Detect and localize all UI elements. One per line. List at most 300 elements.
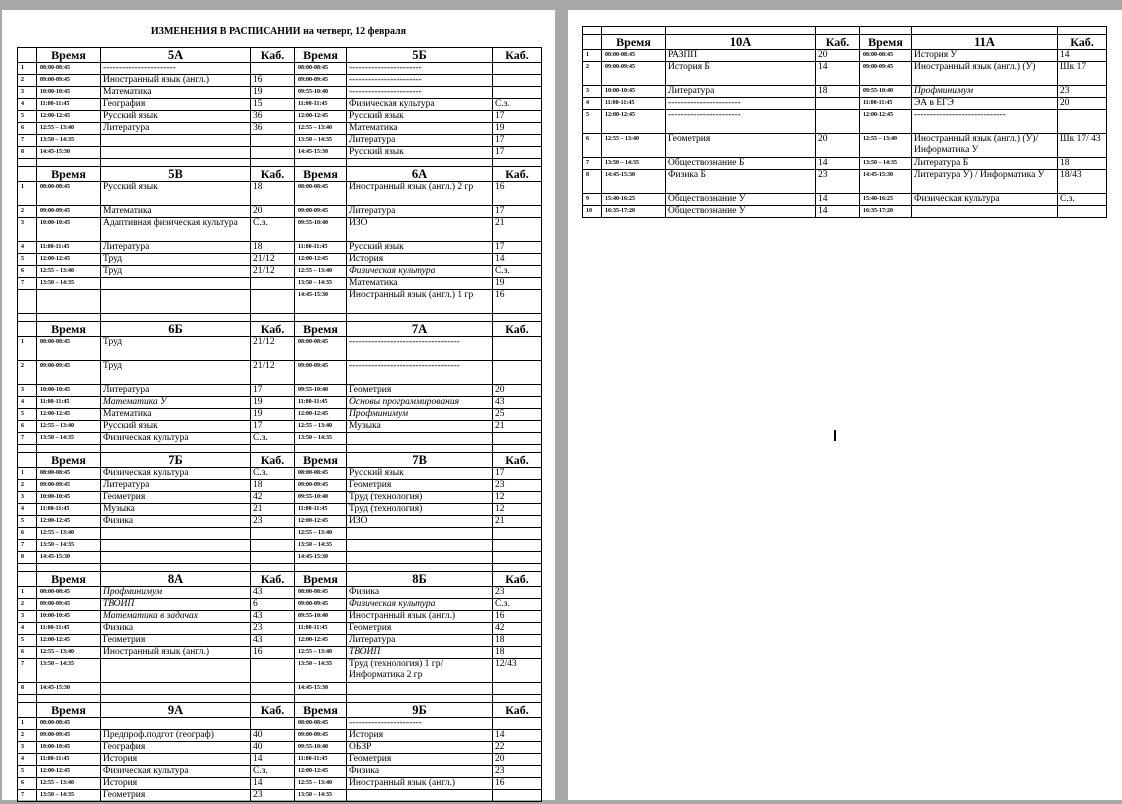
subject: Русский язык — [347, 111, 493, 123]
lesson-time: 12:00-12:45 — [295, 409, 347, 421]
time-header: Время — [295, 322, 347, 337]
lesson-time: 13:50 – 14:35 — [860, 158, 912, 170]
room-header: Каб. — [251, 453, 295, 468]
room-number: 23 — [493, 766, 542, 778]
subject — [101, 135, 251, 147]
lesson-time: 12:00-12:45 — [37, 766, 101, 778]
subject: Физика — [101, 516, 251, 528]
lesson-number: 6 — [583, 134, 602, 158]
room-number: 17 — [493, 468, 542, 480]
room-number — [251, 278, 295, 290]
lesson-number: 8 — [583, 170, 602, 194]
room-number: 18 — [816, 86, 860, 98]
room-header: Каб. — [493, 572, 542, 587]
lesson-number: 5 — [18, 766, 37, 778]
room-header: Каб. — [493, 703, 542, 718]
class-name-9А: 9А — [101, 703, 251, 718]
time-header: Время — [37, 703, 101, 718]
room-number: 19 — [251, 397, 295, 409]
lesson-time: 09:00-09:45 — [37, 75, 101, 87]
lesson-time: 14:45-15:30 — [295, 552, 347, 564]
room-number — [251, 683, 295, 695]
lesson-number: 4 — [18, 754, 37, 766]
room-number: 18 — [251, 182, 295, 206]
room-number: 43 — [251, 635, 295, 647]
lesson-row — [18, 147, 542, 159]
empty-cell — [251, 159, 295, 167]
lesson-time: 08:00-08:45 — [37, 468, 101, 480]
room-number: 14 — [816, 158, 860, 170]
room-number: 20 — [816, 50, 860, 62]
lesson-time: 14:45-15:30 — [37, 683, 101, 695]
lesson-number: 1 — [18, 468, 37, 480]
subject: ----------------------------------- — [347, 337, 493, 361]
lesson-row — [18, 790, 542, 802]
subject: Адаптивная физическая культура — [101, 218, 251, 242]
lesson-number: 1 — [18, 63, 37, 75]
lesson-time: 13:50 – 14:35 — [295, 433, 347, 445]
subject: Иностранный язык (англ.) (У) — [912, 62, 1058, 86]
lesson-time: 09:55-10:40 — [295, 492, 347, 504]
lesson-time: 09:00-09:45 — [37, 480, 101, 492]
subject — [347, 552, 493, 564]
lesson-number: 1 — [18, 337, 37, 361]
lesson-row — [18, 587, 542, 599]
room-number: 6 — [251, 599, 295, 611]
empty-cell — [295, 695, 347, 703]
lesson-row — [583, 86, 1107, 98]
lesson-time: 09:55-10:40 — [295, 218, 347, 242]
lesson-time: 12:55 – 13:40 — [295, 528, 347, 540]
time-header: Время — [37, 572, 101, 587]
subject: Русский язык — [101, 111, 251, 123]
lesson-number: 3 — [18, 742, 37, 754]
subject: ТВОИП — [101, 599, 251, 611]
subject: ----------------------- — [666, 110, 816, 134]
lesson-row — [18, 492, 542, 504]
time-header: Время — [37, 322, 101, 337]
lesson-time: 12:55 – 13:40 — [295, 421, 347, 433]
lesson-time: 11:00-11:45 — [37, 397, 101, 409]
lesson-row — [18, 718, 542, 730]
lesson-time: 12:55 – 13:40 — [37, 421, 101, 433]
spacer-row — [18, 314, 542, 322]
lesson-time: 11:00-11:45 — [295, 397, 347, 409]
lesson-number: 8 — [18, 147, 37, 159]
lesson-number: 6 — [18, 421, 37, 433]
lesson-time: 11:00-11:45 — [37, 99, 101, 111]
class-header-row — [18, 48, 542, 63]
room-header: Каб. — [251, 48, 295, 63]
room-number — [251, 540, 295, 552]
subject: Обществознание Б — [666, 158, 816, 170]
empty-cell — [347, 695, 493, 703]
empty-cell — [295, 564, 347, 572]
lesson-number: 5 — [18, 254, 37, 266]
room-number: С.з. — [251, 218, 295, 242]
lesson-time: 12:55 – 13:40 — [295, 266, 347, 278]
lesson-time: 11:00-11:45 — [295, 623, 347, 635]
subject: Физическая культура — [347, 599, 493, 611]
subject — [101, 278, 251, 290]
lesson-row — [583, 62, 1107, 86]
class-name-6Б: 6Б — [101, 322, 251, 337]
room-number: 23 — [493, 587, 542, 599]
lesson-time: 12:55 – 13:40 — [37, 647, 101, 659]
subject: Литература У) / Информатика У — [912, 170, 1058, 194]
subject: Труд — [101, 254, 251, 266]
lesson-time: 12:00-12:45 — [295, 766, 347, 778]
room-number: 14 — [493, 730, 542, 742]
room-number: 20 — [1058, 98, 1107, 110]
lesson-row — [18, 385, 542, 397]
subject: Физика — [347, 587, 493, 599]
lesson-row — [18, 635, 542, 647]
class-name-5А: 5А — [101, 48, 251, 63]
room-number: 18/43 — [1058, 170, 1107, 194]
time-header: Время — [295, 453, 347, 468]
room-number: 23 — [251, 516, 295, 528]
lesson-number: 9 — [583, 194, 602, 206]
document-page-right — [568, 10, 1122, 800]
room-header: Каб. — [493, 48, 542, 63]
subject: Труд (технология) — [347, 504, 493, 516]
lesson-row — [18, 409, 542, 421]
lesson-time: 13:50 – 14:35 — [37, 135, 101, 147]
empty-cell — [18, 159, 37, 167]
room-number: 20 — [493, 754, 542, 766]
lesson-row — [18, 266, 542, 278]
empty-cell — [37, 695, 101, 703]
subject: Физическая культура — [347, 266, 493, 278]
lesson-time: 12:55 – 13:40 — [295, 778, 347, 790]
subject: Математика У — [101, 397, 251, 409]
lesson-number: 10 — [583, 206, 602, 218]
subject: ОБЗР — [347, 742, 493, 754]
room-number: 16 — [493, 778, 542, 790]
empty-cell — [295, 159, 347, 167]
empty-cell — [493, 695, 542, 703]
lesson-time: 11:00-11:45 — [37, 623, 101, 635]
class-name-7Б: 7Б — [101, 453, 251, 468]
room-number: 14 — [1058, 50, 1107, 62]
room-number: 17 — [493, 135, 542, 147]
room-number: 18 — [493, 635, 542, 647]
lesson-number: 4 — [18, 99, 37, 111]
lesson-row — [583, 170, 1107, 194]
room-number — [493, 87, 542, 99]
lesson-time: 14:45-15:30 — [295, 147, 347, 159]
subject: География — [101, 99, 251, 111]
room-number — [493, 540, 542, 552]
room-number: 17 — [493, 206, 542, 218]
room-number: 40 — [251, 742, 295, 754]
subject: Иностранный язык (англ.) — [347, 778, 493, 790]
lesson-time: 09:00-09:45 — [295, 730, 347, 742]
lesson-number: 5 — [18, 111, 37, 123]
room-header: Каб. — [1058, 35, 1107, 50]
subject: Геометрия — [347, 623, 493, 635]
lesson-number: 3 — [18, 87, 37, 99]
lesson-number: 3 — [18, 611, 37, 623]
empty-cell — [583, 27, 602, 35]
time-header: Время — [37, 48, 101, 63]
lesson-time: 08:00-08:45 — [37, 63, 101, 75]
subject: Математика — [101, 87, 251, 99]
lesson-time: 12:55 – 13:40 — [295, 647, 347, 659]
lesson-number: 6 — [18, 266, 37, 278]
empty-cell — [1058, 27, 1107, 35]
subject: Литература Б — [912, 158, 1058, 170]
subject: Литература — [101, 385, 251, 397]
lesson-time: 12:00-12:45 — [295, 516, 347, 528]
lesson-number: 4 — [18, 504, 37, 516]
subject: Геометрия — [347, 754, 493, 766]
empty-cell — [101, 445, 251, 453]
lesson-number: 2 — [583, 62, 602, 86]
subject: Труд — [101, 266, 251, 278]
lesson-time: 12:00-12:45 — [860, 110, 912, 134]
room-number: 23 — [493, 480, 542, 492]
lesson-number: 1 — [18, 182, 37, 206]
room-number: 17 — [493, 147, 542, 159]
room-number: 18 — [251, 480, 295, 492]
lesson-time: 12:00-12:45 — [295, 635, 347, 647]
subject — [347, 790, 493, 802]
lesson-row — [18, 623, 542, 635]
room-number: 25 — [493, 409, 542, 421]
room-number: 17 — [251, 421, 295, 433]
lesson-time: 14:45-15:30 — [37, 147, 101, 159]
lesson-time: 10:00-10:45 — [37, 87, 101, 99]
subject: ----------------------- — [347, 75, 493, 87]
lesson-time: 10:00-10:45 — [37, 611, 101, 623]
lesson-number: 7 — [18, 659, 37, 683]
room-number: 16 — [251, 75, 295, 87]
room-number: 14 — [816, 62, 860, 86]
subject — [101, 528, 251, 540]
lesson-time: 12:00-12:45 — [37, 409, 101, 421]
lesson-time: 14:45-15:30 — [602, 170, 666, 194]
lesson-time: 15:40-16:25 — [860, 194, 912, 206]
room-header: Каб. — [493, 322, 542, 337]
lesson-time: 11:00-11:45 — [602, 98, 666, 110]
lesson-time: 12:55 – 13:40 — [602, 134, 666, 158]
lesson-time: 13:50 – 14:35 — [37, 278, 101, 290]
subject — [347, 683, 493, 695]
subject: География — [101, 742, 251, 754]
room-number: 21 — [251, 504, 295, 516]
subject: Физика — [347, 766, 493, 778]
room-number — [493, 361, 542, 385]
room-number: 43 — [251, 587, 295, 599]
class-name-10А: 10А — [666, 35, 816, 50]
room-number: 23 — [251, 790, 295, 802]
spacer-row — [18, 695, 542, 703]
subject: Труд — [101, 337, 251, 361]
lesson-row — [18, 480, 542, 492]
room-number — [251, 552, 295, 564]
lesson-time: 09:00-09:45 — [295, 361, 347, 385]
lesson-number: 1 — [583, 50, 602, 62]
subject: ЭА в ЕГЭ — [912, 98, 1058, 110]
lesson-time: 09:00-09:45 — [37, 599, 101, 611]
lesson-row — [18, 135, 542, 147]
lesson-number: 7 — [583, 158, 602, 170]
subject — [101, 683, 251, 695]
subject: Русский язык — [101, 182, 251, 206]
lesson-time: 09:00-09:45 — [295, 206, 347, 218]
lesson-row — [18, 528, 542, 540]
empty-cell — [18, 445, 37, 453]
subject — [347, 528, 493, 540]
room-number: 19 — [493, 278, 542, 290]
room-number: 21/12 — [251, 337, 295, 361]
lesson-number: 7 — [18, 790, 37, 802]
subject: ИЗО — [347, 516, 493, 528]
room-number: 21/12 — [251, 254, 295, 266]
lesson-time: 09:00-09:45 — [37, 206, 101, 218]
room-number — [1058, 110, 1107, 134]
lesson-time: 08:00-08:45 — [37, 718, 101, 730]
subject — [347, 433, 493, 445]
spacer-row — [583, 27, 1107, 35]
lesson-row — [18, 516, 542, 528]
spacer-row — [18, 445, 542, 453]
empty-cell — [101, 695, 251, 703]
class-name-5Б: 5Б — [347, 48, 493, 63]
room-number: 21 — [493, 516, 542, 528]
empty-cell — [37, 314, 101, 322]
room-number: 20 — [493, 385, 542, 397]
subject: Геометрия — [347, 480, 493, 492]
room-header: Каб. — [493, 167, 542, 182]
lesson-row — [18, 730, 542, 742]
lesson-row — [18, 683, 542, 695]
room-number: 12 — [493, 492, 542, 504]
subject: Математика — [347, 123, 493, 135]
lesson-number: 2 — [18, 361, 37, 385]
room-number — [493, 552, 542, 564]
lesson-number: 6 — [18, 647, 37, 659]
room-number: 21 — [493, 421, 542, 433]
subject: Профминимум — [101, 587, 251, 599]
lesson-number — [18, 290, 37, 314]
lesson-row — [18, 421, 542, 433]
empty-cell — [295, 314, 347, 322]
room-number: 23 — [1058, 86, 1107, 98]
lesson-number: 6 — [18, 123, 37, 135]
subject: ----------------------------- — [912, 110, 1058, 134]
time-header: Время — [295, 572, 347, 587]
subject: Литература — [101, 480, 251, 492]
room-number: 12/43 — [493, 659, 542, 683]
empty-cell — [347, 564, 493, 572]
subject — [101, 147, 251, 159]
room-number: 36 — [251, 111, 295, 123]
subject: ----------------------- — [347, 718, 493, 730]
lesson-time: 08:00-08:45 — [295, 468, 347, 480]
lesson-time: 13:50 – 14:35 — [37, 790, 101, 802]
room-header: Каб. — [493, 453, 542, 468]
empty-cell — [816, 27, 860, 35]
lesson-time: 11:00-11:45 — [295, 504, 347, 516]
room-number: С.з. — [493, 99, 542, 111]
lesson-row — [18, 361, 542, 385]
empty-cell — [860, 27, 912, 35]
room-header: Каб. — [816, 35, 860, 50]
room-number: С.з. — [493, 266, 542, 278]
room-number: 21/12 — [251, 361, 295, 385]
subject: Геометрия — [101, 790, 251, 802]
lesson-time: 12:00-12:45 — [295, 254, 347, 266]
room-header: Каб. — [251, 572, 295, 587]
class-header-row — [18, 453, 542, 468]
subject: Математика в задачах — [101, 611, 251, 623]
time-header: Время — [860, 35, 912, 50]
room-number — [493, 75, 542, 87]
subject: Физическая культура — [101, 433, 251, 445]
lesson-number: 8 — [18, 552, 37, 564]
empty-cell — [493, 314, 542, 322]
lesson-time: 16:35-17:20 — [860, 206, 912, 218]
lesson-row — [583, 98, 1107, 110]
lesson-time: 12:00-12:45 — [37, 635, 101, 647]
header-blank — [18, 572, 37, 587]
empty-cell — [493, 564, 542, 572]
room-number: Шк 17 — [1058, 62, 1107, 86]
lesson-time: 15:40-16:25 — [602, 194, 666, 206]
lesson-number: 4 — [18, 397, 37, 409]
room-number — [251, 718, 295, 730]
lesson-row — [18, 242, 542, 254]
lesson-time: 09:00-09:45 — [37, 361, 101, 385]
subject: Русский язык — [347, 242, 493, 254]
empty-cell — [251, 314, 295, 322]
subject — [101, 718, 251, 730]
subject: Обществознание У — [666, 206, 816, 218]
lesson-time: 12:00-12:45 — [37, 254, 101, 266]
lesson-time: 08:00-08:45 — [295, 337, 347, 361]
subject — [101, 290, 251, 314]
subject: Математика — [101, 206, 251, 218]
lesson-number: 3 — [583, 86, 602, 98]
lesson-time: 09:55-10:40 — [295, 385, 347, 397]
subject: Труд (технология) 1 гр/ Информатика 2 гр — [347, 659, 493, 683]
lesson-time: 13:50 – 14:35 — [295, 135, 347, 147]
class-name-7А: 7А — [347, 322, 493, 337]
lesson-time: 08:00-08:45 — [860, 50, 912, 62]
lesson-time: 13:50 – 14:35 — [295, 659, 347, 683]
subject: ИЗО — [347, 218, 493, 242]
spacer-row — [18, 564, 542, 572]
subject: Физическая культура — [347, 99, 493, 111]
room-number: 14 — [493, 254, 542, 266]
lesson-number: 7 — [18, 540, 37, 552]
lesson-time: 13:50 – 14:35 — [295, 790, 347, 802]
subject: Литература — [347, 206, 493, 218]
subject: РАЗПП — [666, 50, 816, 62]
subject: Физическая культура — [912, 194, 1058, 206]
lesson-time: 12:00-12:45 — [602, 110, 666, 134]
subject: Геометрия — [101, 635, 251, 647]
subject: Русский язык — [347, 468, 493, 480]
header-blank — [18, 167, 37, 182]
room-number: 14 — [816, 194, 860, 206]
class-header-row — [18, 703, 542, 718]
lesson-row — [18, 766, 542, 778]
lesson-row — [18, 778, 542, 790]
